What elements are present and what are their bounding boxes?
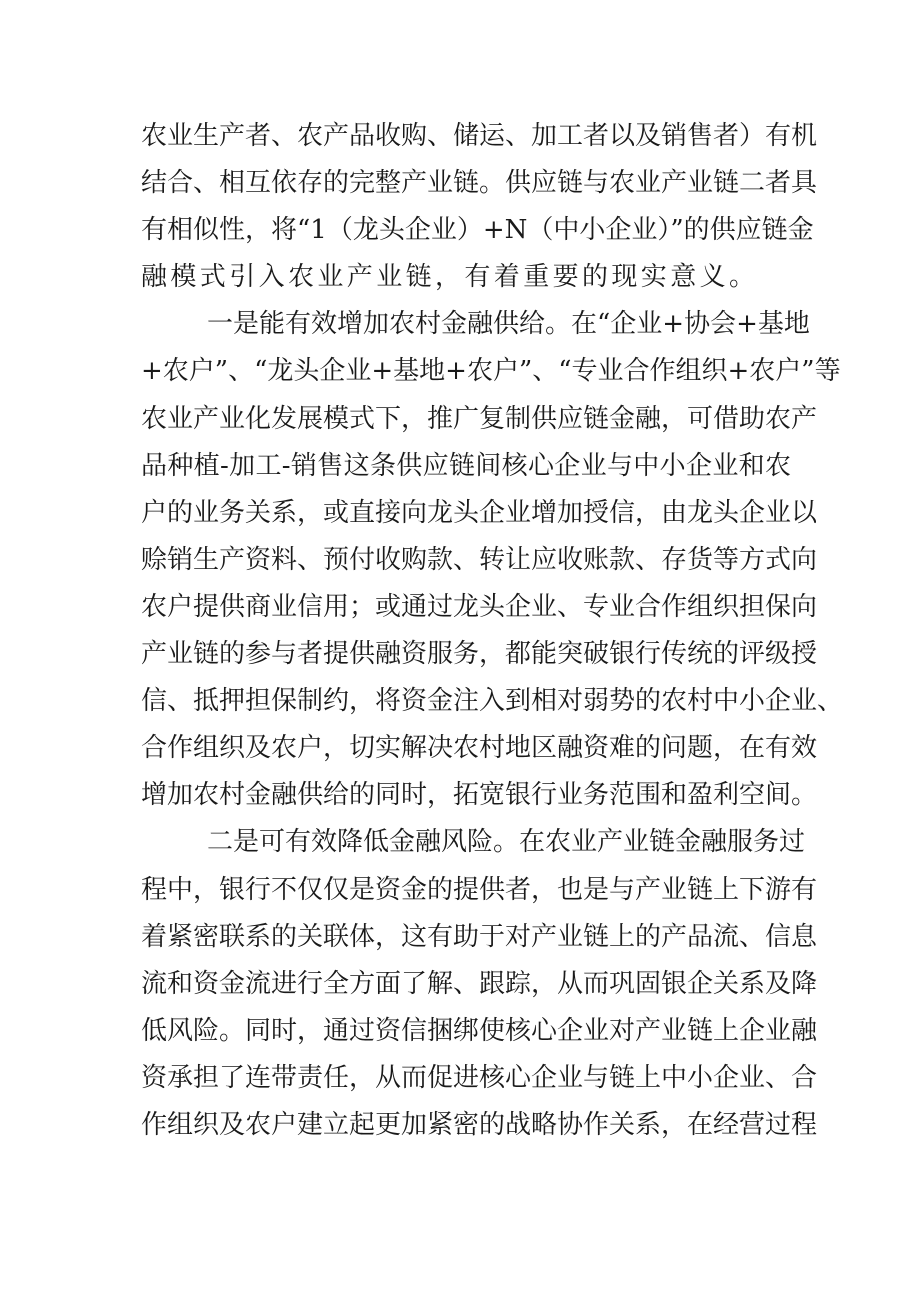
paragraph-start-line: 二是可有效降低金融风险。在农业产业链金融服务过 [207, 827, 806, 858]
text-line: 有相似性，将“1（龙头企业）+N（中小企业）”的供应链金 [141, 215, 814, 246]
text-line: 信、抵押担保制约，将资金注入到相对弱势的农村中小企业、 [141, 686, 844, 717]
text-line: 作组织及农户建立起更加紧密的战略协作关系，在经营过程 [141, 1109, 818, 1140]
text-line: 程中，银行不仅仅是资金的提供者，也是与产业链上下游有 [141, 874, 818, 905]
text-line: 流和资金流进行全方面了解、跟踪，从而巩固银企关系及降 [141, 968, 818, 999]
text-line: 品种植-加工-销售这条供应链间核心企业与中小企业和农 [141, 450, 791, 481]
text-line: 赊销生产资料、预付收购款、转让应收账款、存货等方式向 [141, 544, 818, 575]
text-line: 农户提供商业信用；或通过龙头企业、专业合作组织担保向 [141, 591, 818, 622]
text-line: 合作组织及农户，切实解决农村地区融资难的问题，在有效 [141, 733, 818, 764]
text-line: 增加农村金融供给的同时，拓宽银行业务范围和盈利空间。 [141, 780, 818, 811]
text-line: 着紧密联系的关联体，这有助于对产业链上的产品流、信息 [141, 921, 818, 952]
text-line: 融模式引入农业产业链，有着重要的现实意义。 [141, 262, 759, 293]
paragraph-start-line: 一是能有效增加农村金融供给。在“企业+协会+基地 [207, 309, 810, 340]
text-line: 户的业务关系，或直接向龙头企业增加授信，由龙头企业以 [141, 497, 818, 528]
text-line: 结合、相互依存的完整产业链。供应链与农业产业链二者具 [141, 168, 818, 199]
text-line: 资承担了连带责任，从而促进核心企业与链上中小企业、合 [141, 1062, 818, 1093]
text-line: 低风险。同时，通过资信捆绑使核心企业对产业链上企业融 [141, 1015, 818, 1046]
text-line: 产业链的参与者提供融资服务，都能突破银行传统的评级授 [141, 639, 818, 670]
body-text [141, 113, 844, 1149]
text-line: 农业产业化发展模式下，推广复制供应链金融，可借助农产 [141, 403, 818, 434]
text-line: 农业生产者、农产品收购、储运、加工者以及销售者）有机 [141, 121, 818, 151]
text-line: +农户”、“龙头企业+基地+农户”、“专业合作组织+农户”等 [141, 356, 841, 387]
